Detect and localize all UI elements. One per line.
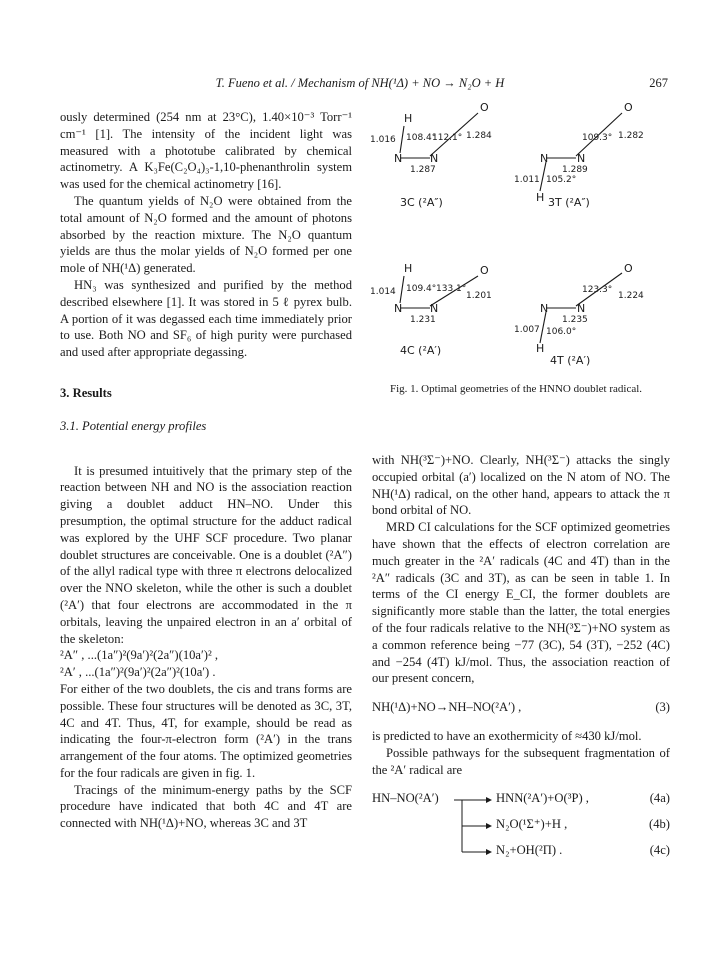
bond-angle: 105.2° [546,175,577,185]
paragraph: HN₃ was synthesized and purified by the method described elsewhere [1]. It was stored in 5 ℓ pyrex bulb. A portion of it was degassed each time immediately prior to use. Both NO and SF₆ of high purity were purchased and used after appropriate degassing. [60,277,352,360]
bond-length: 1.231 [410,315,436,325]
atom-o: O [480,101,489,114]
figure-1 [370,98,670,368]
atom-h: H [536,342,545,355]
equation-3 [372,699,670,716]
product: N₂+OH(²Π) . [496,843,563,858]
running-title: T. Fueno et al. / Mechanism of NH(¹Δ) + NO → N₂O + H [215,76,505,90]
right-column [372,452,670,872]
atom-n: N [577,302,586,315]
bond-angle: 133.1° [436,284,467,294]
subsection-heading: 3.1. Potential energy profiles [60,418,207,433]
paragraph: The quantum yields of N₂O were obtained from the total amount of N₂O formed and the amount of photons absorbed by the reaction mixture. The N₂O quantum yields are thus the molar yields of N₂O formed per one mole of NH(¹Δ) generated. [60,193,352,276]
atom-n: N [430,152,439,165]
paragraph: Possible pathways for the subsequent fragmentation of the ²A′ radical are [372,745,670,777]
equation-number: (4a) [649,791,670,806]
reaction-scheme-4 [372,790,670,872]
paragraph: MRD CI calculations for the SCF optimized geometries have shown that the effects of electron correlation are much greater in the ²A′ radicals (4C and 4T) than in the ²A″ radicals (3C and 3T), as can be seen in table 1. In terms of the CI energy E_CI, the former doublets are significantly more stable than the latter, the total energies of the four radicals relative to the NH(³Σ⁻)+NO system as a common reference being −77 (3C), 54 (3T), −252 (4C) and −254 (4T) kJ/mol. Thus, the association reaction of our present concern, [372,520,670,686]
atom-n: N [540,152,549,165]
bond-length: 1.201 [466,291,492,301]
bond-length: 1.011 [514,175,540,185]
section-heading: 3. Results [60,385,112,400]
bond-length: 1.289 [562,165,588,175]
bond-angle: 112.1° [432,133,463,143]
bond-angle: 123.3° [582,285,613,295]
running-header [0,74,720,94]
atom-n: N [394,152,403,165]
atom-n: N [577,152,586,165]
bond-length: 1.007 [514,325,540,335]
product: N₂O(¹Σ⁺)+H , [496,817,568,832]
paragraph: It is presumed intuitively that the primary step of the reaction between NH and NO is the association reaction giving a doublet adduct HN–NO. Under this presumption, the optimal structure for the adduct radical was explored by the UHF SCF procedure. Two planar doublet structures are conceivable. One is a doublet (²A″) of the allyl radical type with three π electrons delocalized over the NNO skeleton, while the other is such a doublet (²A′) that four electrons are accommodated in the π orbitals, leaving the unpaired electron in an a′ orbital of the skeleton: [60,463,352,646]
structure-label: 4T (²A′) [550,354,591,367]
structure-label: 4C (²A′) [400,344,442,357]
paragraph: is predicted to have an exothermicity of ≈430 kJ/mol. [372,728,642,743]
electron-configuration: ²A″ , ...(1a″)²(9a′)²(2a″)(10a′)² , [60,648,219,663]
atom-h: H [404,112,413,125]
bond-angle: 106.0° [546,327,577,337]
bond-angle: 109.3° [582,133,613,143]
atom-o: O [624,262,633,275]
equation-number: (4c) [649,843,670,858]
page-number: 267 [649,76,668,90]
left-column [60,109,352,832]
reactant: HN–NO(²A′) [372,791,439,806]
bond-length: 1.282 [618,131,644,141]
paragraph: For either of the two doublets, the cis and trans forms are possible. These four structures will be denoted as 3C, 3T, 4C and 4T. Thus, 4T, for example, should be read as indicating the four-π-electron form (²A′) in the trans arrangement of the four atoms. The optimized geometries for the four radicals are given in fig. 1. [60,681,352,780]
atom-n: N [394,302,403,315]
electron-configuration: ²A′ , ...(1a″)²(9a′)²(2a″)²(10a′) . [60,665,216,680]
geometry-diagram [370,98,670,368]
paragraph: Tracings of the minimum-energy paths by the SCF procedure have indicated that both 4C and 4T are connected with NH(¹Δ)+NO, whereas 3C and 3T [60,782,352,831]
equation-number: (3) [655,700,670,715]
product: HNN(²A′)+O(³P) , [496,791,589,806]
bond-angle: 109.4° [406,284,437,294]
structure-label: 3T (²A″) [548,196,590,209]
atom-h: H [404,262,413,275]
atom-n: N [540,302,549,315]
paragraph: ously determined (254 nm at 23°C), 1.40×10⁻³ Torr⁻¹ cm⁻¹ [1]. The intensity of the incident light was measured with a phototube calibrated by chemical actinometry. A K₃Fe(C₂O₄)₃-1,10-phenanthrolin system was used for the chemical actinometry [16]. [60,110,352,192]
atom-o: O [624,101,633,114]
atom-o: O [480,264,489,277]
bond-length: 1.224 [618,291,644,301]
bond-length: 1.287 [410,165,436,175]
bond-length: 1.284 [466,131,492,141]
structure-label: 3C (²A″) [400,196,443,209]
bond-length: 1.235 [562,315,588,325]
bond-length: 1.014 [370,287,396,297]
equation-body: NH(¹Δ)+NO→NH–NO(²A′) , [372,700,522,715]
bond-angle: 108.4° [406,133,437,143]
atom-h: H [536,191,545,204]
figure-caption: Fig. 1. Optimal geometries of the HNNO doublet radical. [390,383,643,395]
bond-length: 1.016 [370,135,396,145]
atom-n: N [430,302,439,315]
equation-number: (4b) [649,817,670,832]
paragraph: with NH(³Σ⁻)+NO. Clearly, NH(³Σ⁻) attacks the singly occupied orbital (a′) localized on the N atom of NO. The NH(¹Δ) radical, on the other hand, appears to attack the π bond orbital of NO. [372,453,670,518]
